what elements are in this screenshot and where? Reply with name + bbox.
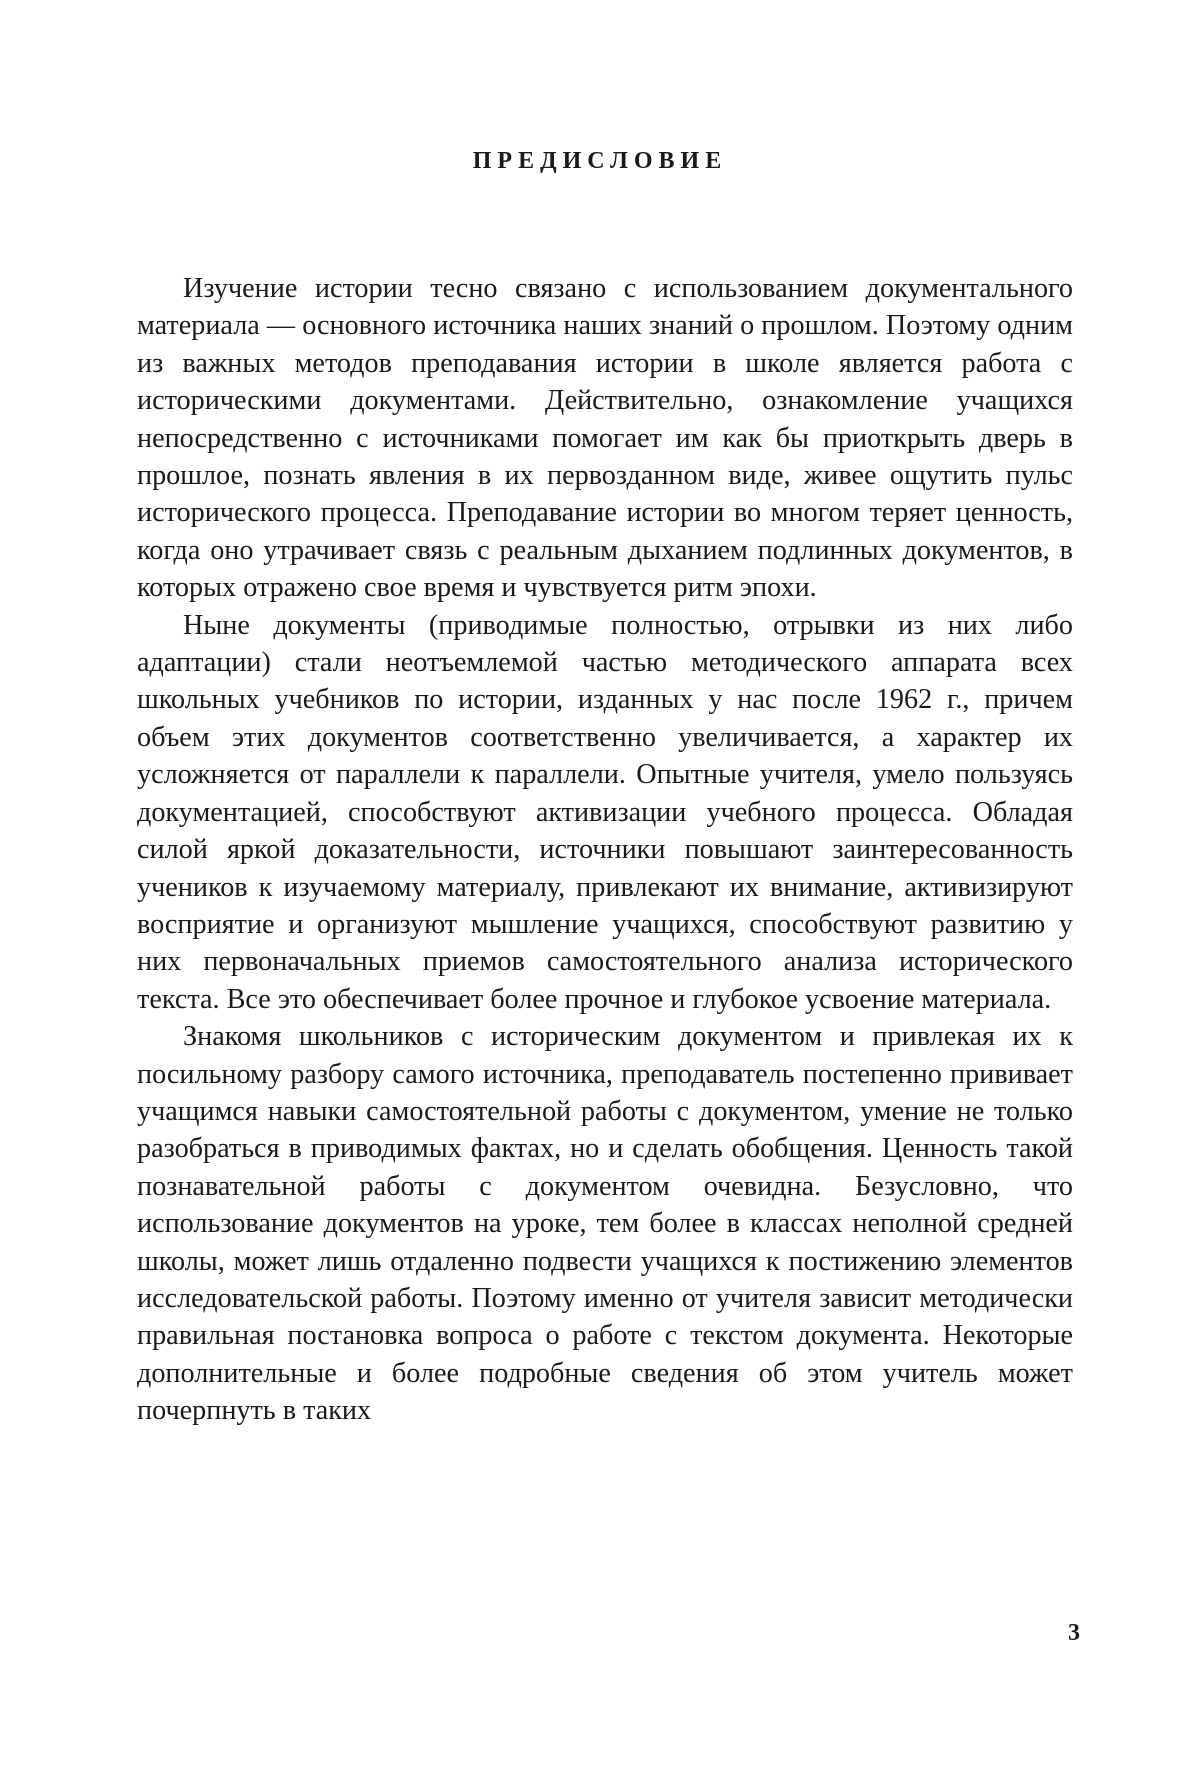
body-text <box>137 270 1073 1430</box>
page-number: 3 <box>1040 1620 1080 1647</box>
paragraph-2: Ныне документы (приводимые полностью, отрывки из них либо адаптации) стали неотъемлемой частью методического аппарата всех школьных учебников по истории, изданных у нас после 1962 г., причем объем этих документов соответственно увеличивается, а характер их усложняется от параллели к параллели. Опытные учителя, умело пользуясь документацией, способствуют активизации учебного процесса. Обладая силой яркой доказательности, источники повышают заинтересованность учеников к изучаемому материалу, привлекают их внимание, активизируют восприятие и организуют мышление учащихся, способствуют развитию у них первоначальных приемов самостоятельного анализа исторического текста. Все это обеспечивает более прочное и глубокое усвоение материала. <box>137 607 1073 1018</box>
book-page <box>0 0 1200 1781</box>
page-title: ПРЕДИСЛОВИЕ <box>0 148 1200 175</box>
paragraph-1: Изучение истории тесно связано с использованием документального материала — основного источника наших знаний о прошлом. Поэтому одним из важных методов преподавания истории в школе является работа с историческими документами. Действительно, ознакомление учащихся непосредственно с источниками помогает им как бы приоткрыть дверь в прошлое, познать явления в их первозданном виде, живее ощутить пульс исторического процесса. Преподавание истории во многом теряет ценность, когда оно утрачивает связь с реальным дыханием подлинных документов, в которых отражено свое время и чувствуется ритм эпохи. <box>137 270 1073 607</box>
paragraph-3: Знакомя школьников с историческим документом и привлекая их к посильному разбору самого источника, преподаватель постепенно прививает учащимся навыки самостоятельной работы с документом, умение не только разобраться в приводимых фактах, но и сделать обобщения. Ценность такой познавательной работы с документом очевидна. Безусловно, что использование документов на уроке, тем более в классах неполной средней школы, может лишь отдаленно подвести учащихся к постижению элементов исследовательской работы. Поэтому именно от учителя зависит методически правильная постановка вопроса о работе с текстом документа. Некоторые дополнительные и более подробные сведения об этом учитель может почерпнуть в таких <box>137 1018 1073 1429</box>
